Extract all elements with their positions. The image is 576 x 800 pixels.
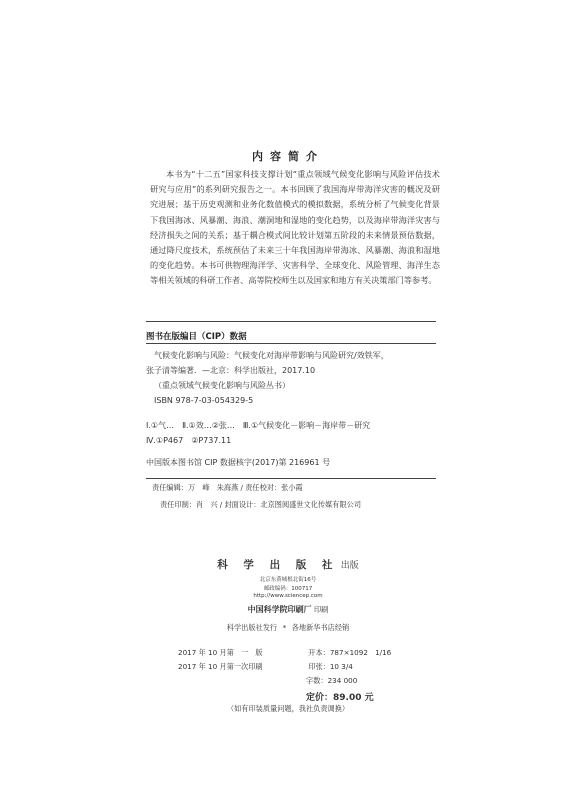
- printer-line: [0, 604, 576, 615]
- printing-design-line: 责任印制：肖 兴 / 封面设计：北京图阅盛世文化传媒有限公司: [160, 500, 362, 509]
- publisher-address: 北京东黄城根北街16号: [259, 577, 317, 583]
- cip-record: [146, 348, 442, 408]
- cip-data-number: 中国版本图书馆 CIP 数据核字(2017)第 216961 号: [146, 458, 331, 467]
- divider: [146, 343, 436, 344]
- edition-line: [178, 648, 438, 658]
- divider: [146, 478, 436, 479]
- format: 开本：787×1092 1/16: [308, 648, 392, 657]
- cip-line: Ⅰ.①气… Ⅱ.①效…②张… Ⅲ.①气候变化－影响－海岸带－研究: [146, 421, 371, 430]
- edition-date: 2017 年 10 月第 一 版: [178, 648, 263, 657]
- cip-line: 张子清等编著．—北京：科学出版社，2017.10: [146, 366, 316, 375]
- cip-line: 气候变化影响与风险：气候变化对海岸带影响与风险研究/效铁军，: [154, 351, 389, 360]
- sheets: 印张：10 3/4: [308, 662, 353, 671]
- editors-line: 责任编辑：万 峰 朱海燕 / 责任校对：张小霞: [152, 483, 303, 492]
- word-count: 字数：234 000: [306, 676, 358, 685]
- intro-body: 本书为“十二五”国家科技支撑计划“重点领域气候变化影响与风险评估技术研究与应用”的系列研究报告之一。本书回顾了我国海岸带海洋灾害的概况及研究进展；基于历史观测和业务化数值模式的模拟数据，系统分析了气候变化背景下我国海冰、风暴潮、海浪、潮洞地和湿地的变化趋势，以及海岸带海洋灾害与经济损失之间的关系；基于耦合模式间比较计划第五阶段的未来情景预估数据，通过降尺度技术，系统预估了未来三十年我国海岸带海冰、风暴潮、海浪和湿地的变化趋势。本书可供物理海洋学、灾害科学、全球变化、风险管理、海洋生态等相关领域的科研工作者、高等院校师生以及国家和地方有关决策部门等参考。: [150, 169, 440, 286]
- cip-line: ISBN 978-7-03-054329-5: [154, 396, 254, 405]
- printer-suffix: 印刷: [313, 605, 329, 614]
- cip-classification: [146, 418, 442, 448]
- printer-name: 中国科学院印刷厂: [247, 604, 312, 614]
- retailer: 各地新华书店经销: [291, 623, 350, 632]
- divider: [146, 321, 436, 322]
- cip-line: Ⅳ.①P467 ②P737.11: [146, 436, 232, 445]
- price: 定价：89.00 元: [306, 693, 374, 703]
- cip-number: [146, 455, 442, 470]
- publisher-name: 科 学 出 版 社: [217, 559, 339, 571]
- distributor: 科学出版社发行: [226, 623, 278, 632]
- publisher-line: [0, 557, 576, 572]
- distribution-line: 科学出版社发行 * 各地新华书店经销: [226, 623, 350, 632]
- printing-line: [178, 662, 438, 672]
- publisher-suffix: 出版: [340, 561, 359, 571]
- postcode: 邮政编码：100717: [263, 586, 313, 592]
- quality-note: （如有印装质量问题，我社负责调换）: [226, 704, 350, 713]
- intro-title: 内容简介: [252, 150, 324, 163]
- cip-line: （重点领域气候变化影响与风险丛书）: [154, 381, 290, 390]
- printing-date: 2017 年 10 月第一次印刷: [178, 662, 263, 671]
- cip-heading: 图书在版编目（CIP）数据: [146, 332, 247, 342]
- website: http://www.sciencep.com: [253, 593, 323, 599]
